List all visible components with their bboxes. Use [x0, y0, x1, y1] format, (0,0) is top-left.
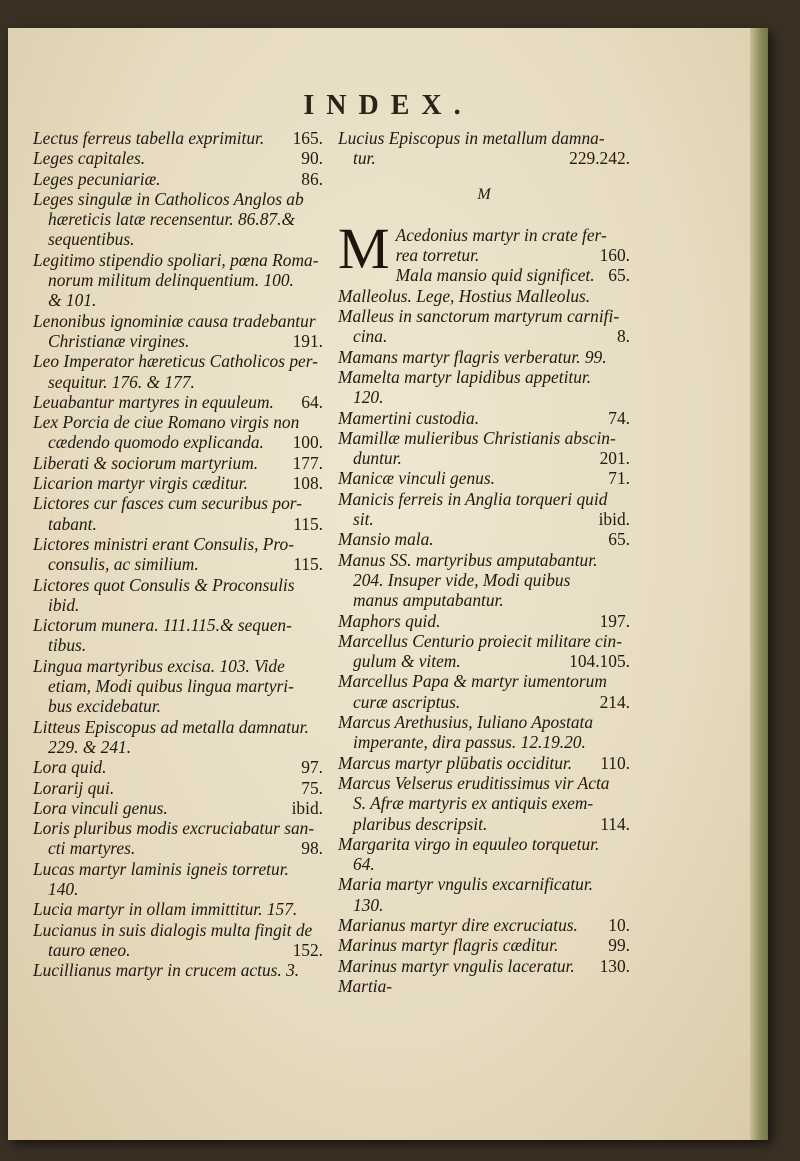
- entry-line: etiam, Modi quibus lingua martyri-: [48, 676, 294, 697]
- page-reference: 75.: [301, 777, 323, 798]
- page-reference: 97.: [301, 757, 323, 778]
- page-reference: 229.242.: [569, 148, 630, 169]
- page-reference: 99.: [608, 935, 630, 956]
- entry-line: rea torretur. 160.: [395, 245, 630, 266]
- entry-line: Leges pecuniariæ. 86.: [33, 168, 323, 189]
- entry-line: Martia-: [338, 975, 393, 996]
- entry-line: manus amputabantur.: [353, 590, 504, 611]
- entry-line: Lucia martyr in ollam immittitur. 157.: [33, 899, 298, 920]
- index-entry: [33, 778, 323, 798]
- entry-line: Litteus Episcopus ad metalla damnatur.: [33, 716, 309, 737]
- index-entry: [33, 656, 323, 717]
- index-entry: [338, 550, 630, 611]
- index-entry: [33, 473, 323, 493]
- entry-line: Leuabantur martyres in equuleum. 64.: [33, 391, 323, 412]
- index-entry: [338, 834, 630, 875]
- entry-line: Licarion martyr virgis cæditur. 108.: [33, 473, 323, 494]
- entry-line: cti martyres. 98.: [48, 838, 323, 859]
- page-reference: 86.: [301, 168, 323, 189]
- page-reference: 152.: [292, 939, 323, 960]
- index-entry: [33, 453, 323, 473]
- index-entry: [338, 408, 630, 428]
- entry-line: Lex Porcia de ciue Romano virgis non: [33, 412, 300, 433]
- entry-line: gulum & vitem. 104.105.: [353, 651, 630, 672]
- entry-line: Marcellus Papa & martyr iumentorum: [338, 671, 607, 692]
- entry-line: Christianæ virgines. 191.: [48, 330, 323, 351]
- entry-line: Lectus ferreus tabella exprimitur. 165.: [33, 128, 323, 148]
- entry-line: Leges capitales. 90.: [33, 148, 323, 169]
- entry-line: Mamillæ mulieribus Christianis abscin-: [338, 427, 616, 448]
- index-entry: [338, 468, 630, 488]
- page-reference: 197.: [599, 610, 630, 631]
- entry-line: Malleolus. Lege, Hostius Malleolus.: [338, 285, 591, 306]
- entry-line: Lenonibus ignominiæ causa tradebantur: [33, 310, 316, 331]
- page-reference: 8.: [616, 326, 630, 347]
- index-entry: [338, 935, 630, 955]
- entry-line: Lorarij qui. 75.: [33, 777, 323, 798]
- page-reference: 115.: [293, 513, 323, 534]
- page-header: INDEX.: [303, 90, 473, 121]
- entry-line: hæreticis latæ recensentur. 86.87.&: [48, 209, 295, 230]
- entry-line: Loris pluribus modis excruciabatur san-: [33, 818, 315, 839]
- entry-line: ibid.: [48, 594, 80, 615]
- page-reference: 130.: [599, 955, 630, 976]
- entry-line: Marcus Arethusius, Iuliano Apostata: [338, 712, 594, 733]
- index-entry: [338, 753, 630, 773]
- index-entry: [338, 915, 630, 935]
- entry-line: 204. Insuper vide, Modi quibus: [353, 569, 571, 590]
- entry-line: Leges singulæ in Catholicos Anglos ab: [33, 188, 304, 209]
- page-reference: 100.: [292, 432, 323, 453]
- entry-line: Mamertini custodia. 74.: [338, 407, 630, 428]
- entry-line: Mala mansio quid significet. 65.: [395, 265, 630, 286]
- entry-line: consulis, ac similium. 115.: [48, 554, 323, 575]
- index-entry: [33, 534, 323, 575]
- entry-line: Mamelta martyr lapidibus appetitur.: [338, 366, 592, 387]
- index-entry: [33, 960, 323, 980]
- entry-line: Lingua martyribus excisa. 103. Vide: [33, 655, 285, 676]
- index-entry: [338, 976, 630, 996]
- entry-line: 120.: [353, 387, 384, 408]
- index-entry: [33, 899, 323, 919]
- page-reference: 177.: [292, 452, 323, 473]
- page-reference: 108.: [292, 473, 323, 494]
- index-entry: [33, 412, 323, 453]
- index-entry: [338, 631, 630, 672]
- index-entry: [33, 717, 323, 758]
- index-entry: [338, 306, 630, 347]
- entry-line: sequentibus.: [48, 229, 135, 250]
- entry-line: Lucianus in suis dialogis multa fingit de: [33, 919, 313, 940]
- index-entry: [338, 286, 630, 306]
- entry-line: Lictores quot Consulis & Proconsulis: [33, 574, 295, 595]
- entry-line: cædendo quomodo explicanda. 100.: [48, 432, 323, 453]
- index-entry: [33, 392, 323, 412]
- index-entry: [338, 347, 630, 367]
- index-entry: [338, 712, 630, 753]
- entry-line: sequitur. 176. & 177.: [48, 371, 195, 392]
- page-reference: 104.105.: [569, 651, 630, 672]
- entry-line: Lictorum munera. 111.115.& sequen-: [33, 615, 292, 636]
- page-reference: 214.: [599, 691, 630, 712]
- page-reference: 90.: [301, 148, 323, 169]
- entry-line: Marcellus Centurio proiecit militare cin-: [338, 630, 622, 651]
- entry-line: tibus.: [48, 635, 87, 656]
- page-reference: ibid.: [598, 509, 630, 530]
- entry-line: Lictores cur fasces cum securibus por-: [33, 493, 303, 514]
- entry-line: & 101.: [48, 290, 97, 311]
- entry-line: tauro æneo. 152.: [48, 939, 323, 960]
- index-entry: [338, 671, 630, 712]
- index-entry: [33, 148, 323, 168]
- page-reference: 65.: [608, 265, 630, 286]
- entry-line: 140.: [48, 878, 79, 899]
- page-reference: 64.: [301, 391, 323, 412]
- entry-line: Lora quid. 97.: [33, 757, 323, 778]
- page-reference: 10.: [608, 914, 630, 935]
- page-reference: 71.: [608, 468, 630, 489]
- entry-line: bus excidebatur.: [48, 696, 162, 717]
- entry-line: Lucas martyr laminis igneis torretur.: [33, 858, 289, 879]
- entry-line: duntur. 201.: [353, 448, 630, 469]
- book-page: [8, 28, 768, 1140]
- index-entry: [33, 493, 323, 534]
- index-entry: [338, 128, 630, 169]
- index-entry: [338, 874, 630, 915]
- index-entry: [33, 128, 323, 148]
- page-reference: 114.: [600, 813, 630, 834]
- index-entry: [338, 956, 630, 976]
- index-entry: [33, 351, 323, 392]
- index-entry: [33, 818, 323, 859]
- entry-line: plaribus descripsit. 114.: [353, 813, 630, 834]
- page-reference: 110.: [600, 752, 630, 773]
- index-entry: [338, 367, 630, 408]
- entry-line: curæ ascriptus. 214.: [353, 691, 630, 712]
- page-reference: 165.: [292, 128, 323, 148]
- page-reference: 65.: [608, 529, 630, 550]
- entry-line: Marcus martyr plūbatis occiditur. 110.: [338, 752, 630, 773]
- drop-cap: M: [338, 215, 390, 281]
- entry-line: Marinus martyr vngulis laceratur. 130.: [338, 955, 630, 976]
- index-entry: [33, 859, 323, 900]
- page-reference: 191.: [292, 330, 323, 351]
- page-reference: ibid.: [291, 797, 323, 818]
- entry-line: Legitimo stipendio spoliari, pœna Roma-: [33, 249, 319, 270]
- entry-line: Manicæ vinculi genus. 71.: [338, 468, 630, 489]
- entry-line: Leo Imperator hæreticus Catholicos per-: [33, 351, 318, 372]
- index-entry: [33, 920, 323, 961]
- entry-line: Manicis ferreis in Anglia torqueri quid: [338, 488, 608, 509]
- entry-line: Marinus martyr flagris cæditur. 99.: [338, 935, 630, 956]
- index-entry: [338, 265, 630, 285]
- entry-line: norum militum delinquentium. 100.: [48, 270, 294, 291]
- index-entry: [33, 615, 323, 656]
- index-entry: [338, 489, 630, 530]
- entry-line: Manus SS. martyribus amputabantur.: [338, 549, 598, 570]
- page-edge: [750, 28, 768, 1140]
- page-reference: 74.: [608, 407, 630, 428]
- entry-line: Mansio mala. 65.: [338, 529, 630, 550]
- entry-line: Lora vinculi genus. ibid.: [33, 797, 323, 818]
- entry-line: Marcus Velserus eruditissimus vir Acta: [338, 772, 610, 793]
- page-reference: 115.: [293, 554, 323, 575]
- page-reference: 160.: [599, 245, 630, 266]
- entry-line: imperante, dira passus. 12.19.20.: [353, 732, 586, 753]
- index-entry: [338, 773, 630, 834]
- entry-line: Mamans martyr flagris verberatur. 99.: [338, 346, 607, 367]
- entry-line: Maria martyr vngulis excarnificatur.: [338, 874, 594, 895]
- entry-line: 229. & 241.: [48, 736, 132, 757]
- entry-line: Acedonius martyr in crate fer-: [395, 224, 607, 245]
- index-entry: [338, 529, 630, 549]
- index-entry: [33, 798, 323, 818]
- entry-line: Lictores ministri erant Consulis, Pro-: [33, 533, 295, 554]
- entry-line: tabant. 115.: [48, 513, 323, 534]
- entry-line: Maphors quid. 197.: [338, 610, 630, 631]
- page-reference: 98.: [301, 838, 323, 859]
- index-entry: [338, 611, 630, 631]
- entry-line: tur. 229.242.: [353, 148, 630, 169]
- index-entry: [338, 428, 630, 469]
- left-column: [33, 128, 323, 980]
- index-entry: [33, 189, 323, 250]
- entry-line: Margarita virgo in equuleo torquetur.: [338, 833, 600, 854]
- index-entry: [33, 311, 323, 352]
- entry-line: Lucius Episcopus in metallum damna-: [338, 128, 605, 148]
- index-entry: [33, 169, 323, 189]
- entry-line: Lucillianus martyr in crucem actus. 3.: [33, 960, 300, 981]
- entry-line: 130.: [353, 894, 384, 915]
- page-reference: 201.: [599, 448, 630, 469]
- index-entry: [33, 757, 323, 777]
- index-entry: [33, 250, 323, 311]
- entry-line: sit. ibid.: [353, 509, 630, 530]
- entry-line: Liberati & sociorum martyrium. 177.: [33, 452, 323, 473]
- entry-line: 64.: [353, 854, 375, 875]
- entry-line: Malleus in sanctorum martyrum carnifi-: [338, 306, 620, 327]
- entry-line: cina. 8.: [353, 326, 630, 347]
- entry-line: Marianus martyr dire excruciatus. 10.: [338, 914, 630, 935]
- section-letter: M: [477, 185, 491, 203]
- index-entry: [33, 575, 323, 616]
- right-column: [338, 128, 630, 996]
- entry-line: S. Afræ martyris ex antiquis exem-: [353, 793, 594, 814]
